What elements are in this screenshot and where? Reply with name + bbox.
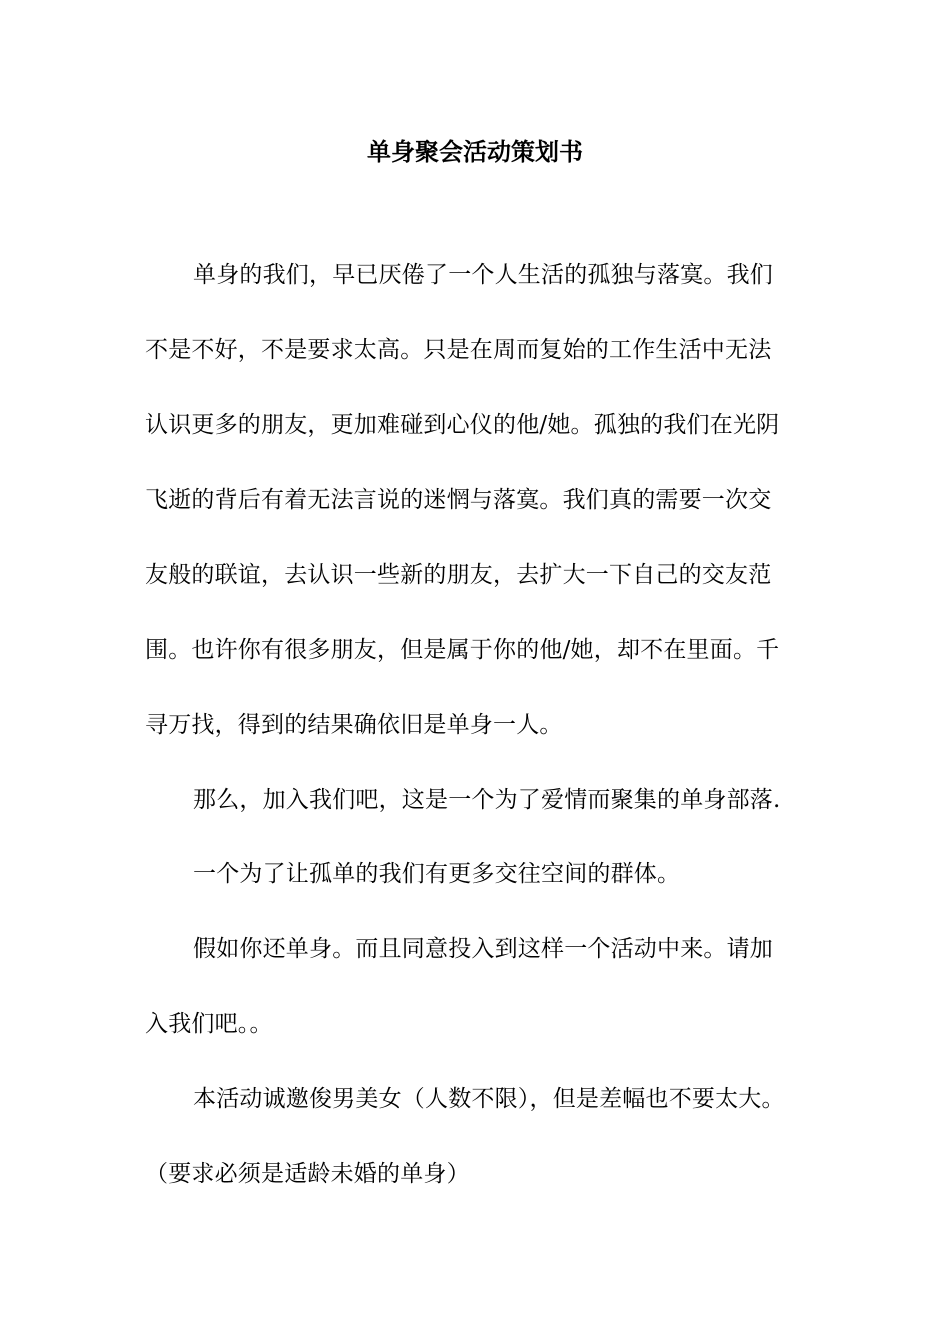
paragraph-line: 不是不好，不是要求太高。只是在周而复始的工作生活中无法 xyxy=(145,337,772,363)
paragraph-line: 那么，加入我们吧，这是一个为了爱情而聚集的单身部落. xyxy=(193,787,781,813)
document-title: 单身聚会活动策划书 xyxy=(367,137,583,166)
paragraph-line: 本活动诚邀俊男美女（人数不限），但是差幅也不要太大。 xyxy=(193,1086,785,1112)
paragraph-line: 友般的联谊，去认识一些新的朋友，去扩大一下自己的交友范 xyxy=(145,562,772,588)
paragraph-line: 飞逝的背后有着无法言说的迷惘与落寞。我们真的需要一次交 xyxy=(145,487,772,513)
paragraph-line: 假如你还单身。而且同意投入到这样一个活动中来。请加 xyxy=(193,936,773,962)
paragraph-line: （要求必须是适龄未婚的单身） xyxy=(145,1161,470,1187)
paragraph-line: 认识更多的朋友，更加难碰到心仪的他/她。孤独的我们在光阴 xyxy=(145,412,780,438)
paragraph-line: 入我们吧。。 xyxy=(145,1011,273,1037)
paragraph-line: 单身的我们，早已厌倦了一个人生活的孤独与落寞。我们 xyxy=(193,262,773,288)
paragraph-line: 一个为了让孤单的我们有更多交往空间的群体。 xyxy=(193,861,681,887)
paragraph-line: 寻万找，得到的结果确依旧是单身一人。 xyxy=(145,712,563,738)
paragraph-line: 围。也许你有很多朋友，但是属于你的他/她，却不在里面。千 xyxy=(145,637,780,663)
